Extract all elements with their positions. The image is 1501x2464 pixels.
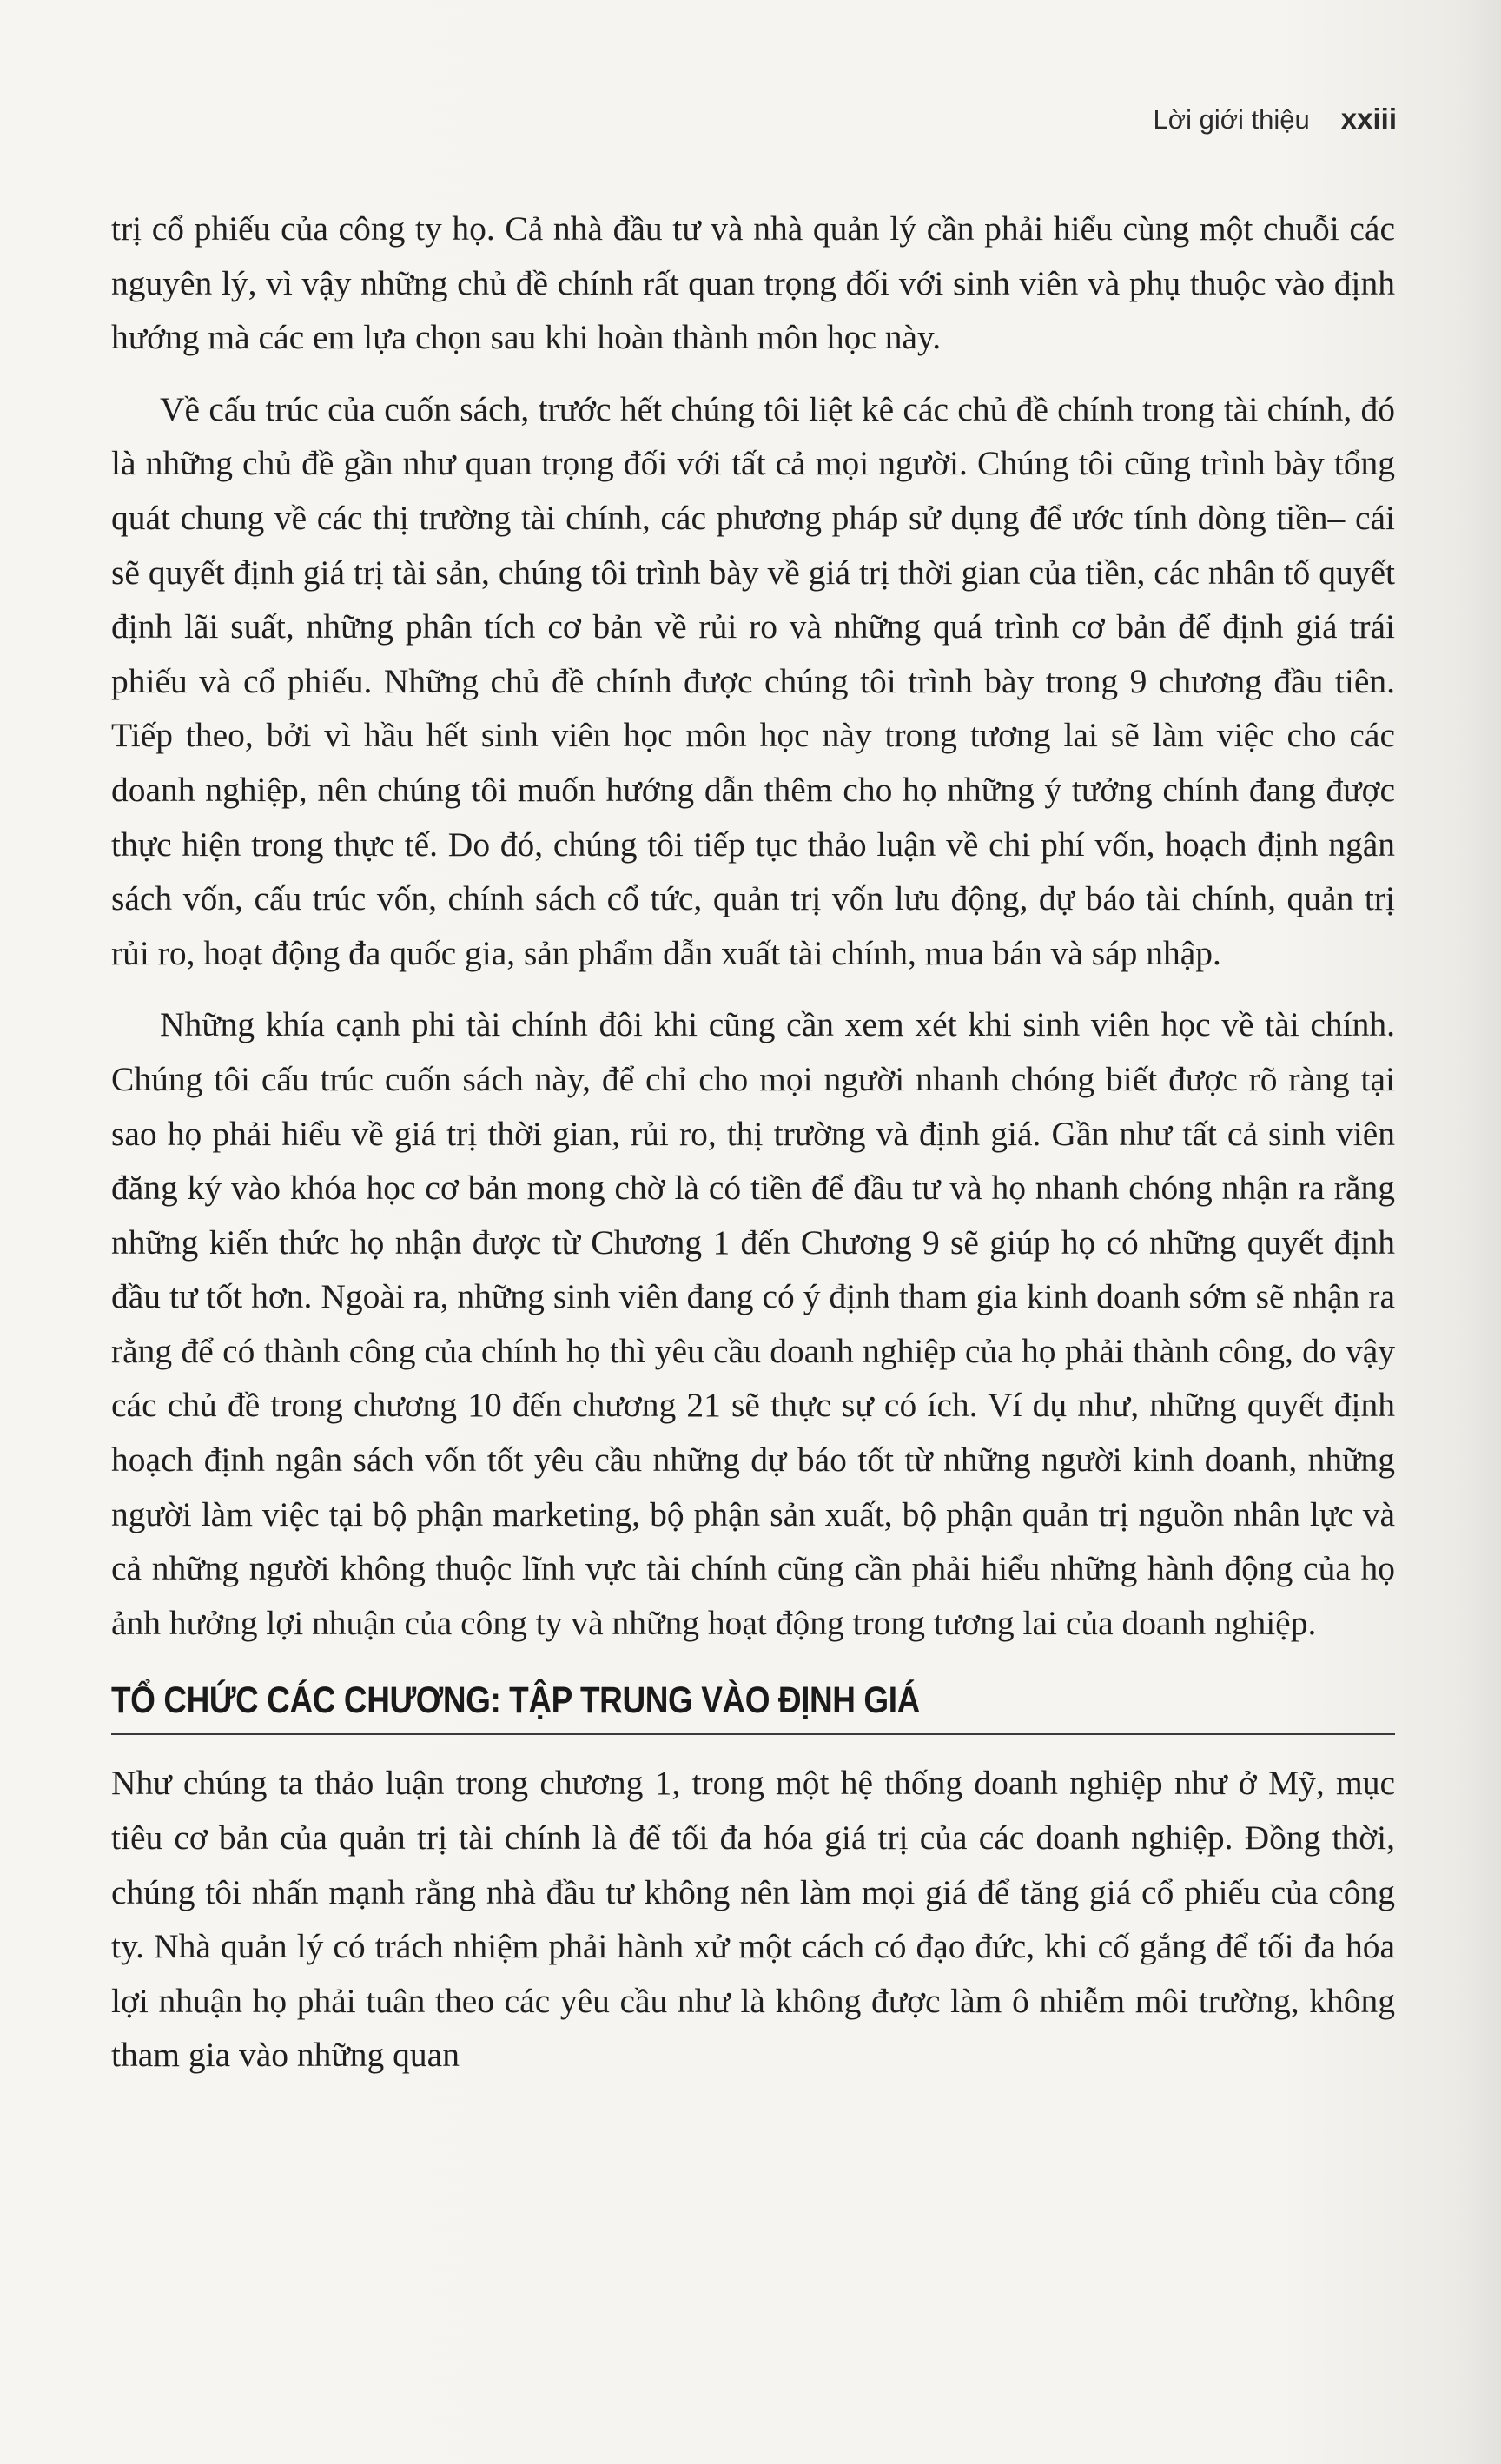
paragraph-book-structure: Về cấu trúc của cuốn sách, trước hết chúng tôi liệt kê các chủ đề chính trong tài chính, đó là những chủ đề gần như quan trọng đối với tất cả mọi người. Chúng tôi cũng trình bày tổng quát chung về các thị trường tài chính, các phương pháp sử dụng để ước tính dòng tiền– cái sẽ quyết định giá trị tài sản, chúng tôi trình bày về giá trị thời gian của tiền, các nhân tố quyết định lãi suất, những phân tích cơ bản về rủi ro và những quá trình cơ bản để định giá trái phiếu và cổ phiếu. Những chủ đề chính được chúng tôi trình bày trong 9 chương đầu tiên. Tiếp theo, bởi vì hầu hết sinh viên học môn học này trong tương lai sẽ làm việc cho các doanh nghiệp, nên chúng tôi muốn hướng dẫn thêm cho họ những ý tưởng chính đang được thực hiện trong thực tế. Do đó, chúng tôi tiếp tục thảo luận về chi phí vốn, hoạch định ngân sách vốn, cấu trúc vốn, chính sách cổ tức, quản trị vốn lưu động, dự báo tài chính, quản trị rủi ro, hoạt động đa quốc gia, sản phẩm dẫn xuất tài chính, mua bán và sáp nhập. [111, 389, 1395, 972]
page-body [111, 202, 1395, 2083]
section-heading: TỔ CHỨC CÁC CHƯƠNG: TẬP TRUNG VÀO ĐỊNH GIÁ [111, 1679, 920, 1722]
running-header [1154, 103, 1397, 136]
page-number: xxiii [1340, 103, 1397, 135]
paragraph-continued: trị cổ phiếu của công ty họ. Cả nhà đầu tư và nhà quản lý cần phải hiểu cùng một chuỗi các nguyên lý, vì vậy những chủ đề chính rất quan trọng đối với sinh viên và phụ thuộc vào định hướng mà các em lựa chọn sau khi hoàn thành môn học này. [111, 209, 1395, 357]
section-heading-rule [111, 1674, 1395, 1735]
paragraph-non-financial-aspects: Những khía cạnh phi tài chính đôi khi cũng cần xem xét khi sinh viên học về tài chính. Chúng tôi cấu trúc cuốn sách này, để chỉ cho mọi người nhanh chóng biết được rõ ràng tại sao họ phải hiểu về giá trị thời gian, rủi ro, thị trường và định giá. Gần như tất cả sinh viên đăng ký vào khóa học cơ bản mong chờ là có tiền để đầu tư và họ nhanh chóng nhận ra rằng những kiến thức họ nhận được từ Chương 1 đến Chương 9 sẽ giúp họ có những quyết định đầu tư tốt hơn. Ngoài ra, những sinh viên đang có ý định tham gia kinh doanh sớm sẽ nhận ra rằng để có thành công của chính họ thì yêu cầu doanh nghiệp của họ phải thành công, do vậy các chủ đề trong chương 10 đến chương 21 sẽ thực sự có ích. Ví dụ như, những quyết định hoạch định ngân sách vốn tốt yêu cầu những dự báo tốt từ những người kinh doanh, những người làm việc tại bộ phận marketing, bộ phận sản xuất, bộ phận quản trị nguồn nhân lực và cả những người không thuộc lĩnh vực tài chính cũng cần phải hiểu những hành động của họ ảnh hưởng lợi nhuận của công ty và những hoạt động trong tương lai của doanh nghiệp. [111, 1005, 1395, 1642]
header-section-title: Lời giới thiệu [1153, 104, 1310, 135]
section-first-paragraph: Như chúng ta thảo luận trong chương 1, trong một hệ thống doanh nghiệp như ở Mỹ, mục tiêu cơ bản của quản trị tài chính là để tối đa hóa giá trị của các doanh nghiệp. Đồng thời, chúng tôi nhấn mạnh rằng nhà đầu tư không nên làm mọi giá để tăng giá cổ phiếu của công ty. Nhà quản lý có trách nhiệm phải hành xử một cách có đạo đức, khi cố gắng để tối đa hóa lợi nhuận họ phải tuân theo các yêu cầu như là không được làm ô nhiễm môi trường, không tham gia vào những quan [111, 1764, 1395, 2075]
